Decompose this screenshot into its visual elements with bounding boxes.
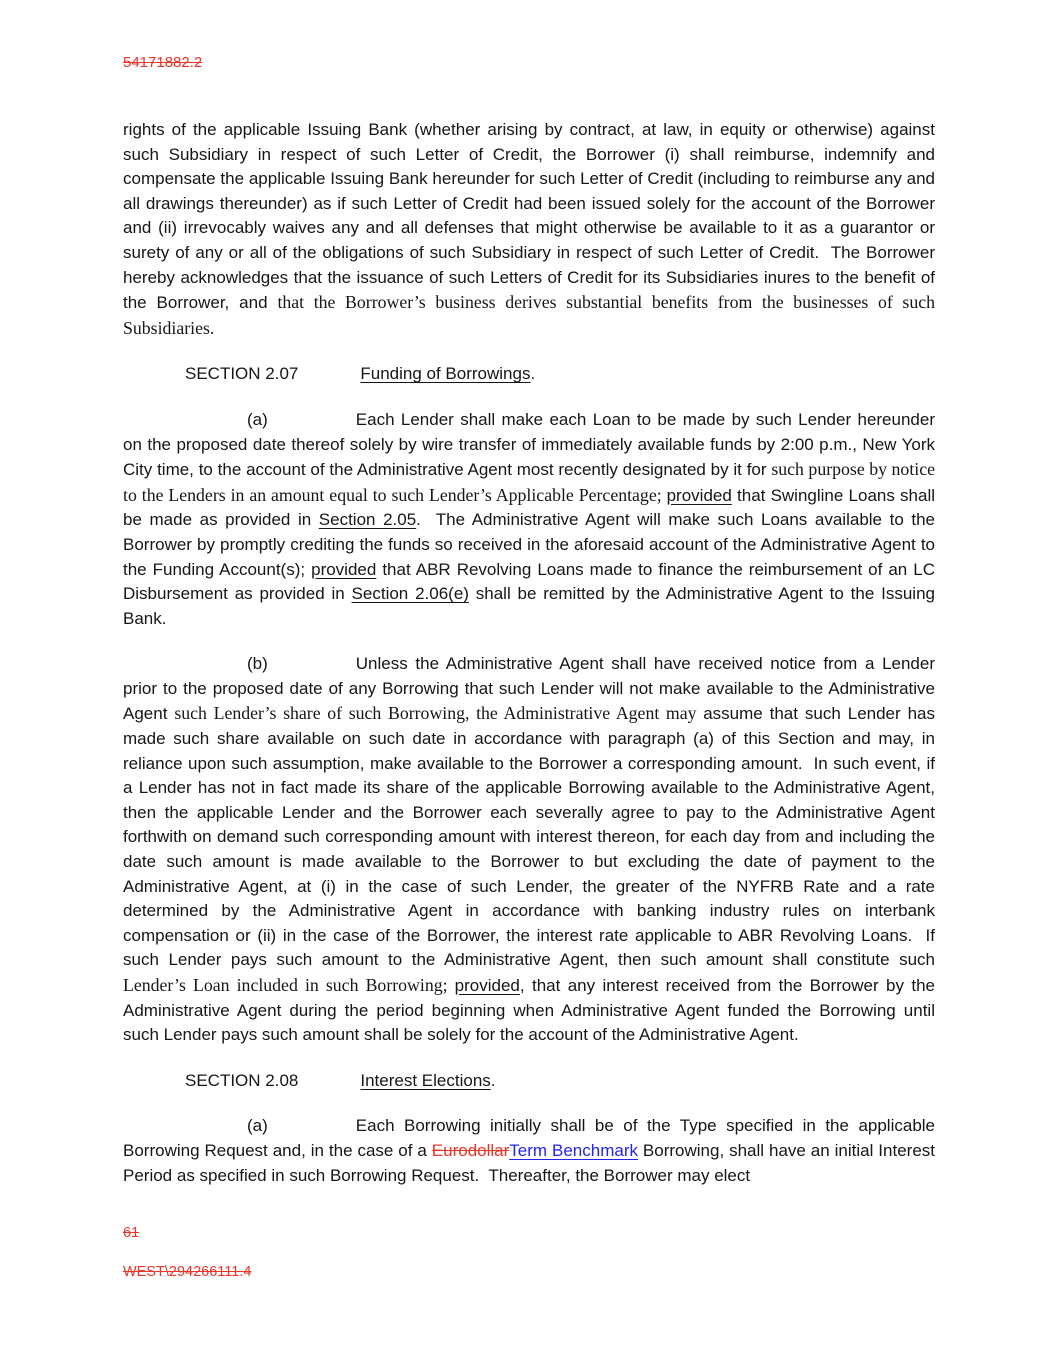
paragraph-2-07-b: (b) Unless the Administrative Agent shall have received notice from a Lender prior to the proposed date of any Borrowing that such Lender will not make available to the Administrative Agent such Lender’s share of such Borrowing, the Administrative Agent may assume that such Lender has made such share available on such date in accordance with paragraph (a) of this Section and may, in reliance upon such assumption, make available to the Borrower a corresponding amount. In such event, if a Lender has not in fact made its share of the applicable Borrowing available to the Administrative Agent, then the applicable Lender and the Borrower each severally agree to pay to the Administrative Agent forthwith on demand such corresponding amount with interest thereon, for each day from and including the date such amount is made available to the Borrower to but excluding the date of payment to the Administrative Agent, at (i) in the case of such Lender, the greater of the NYFRB Rate and a rate determined by the Administrative Agent in accordance with banking industry rules on interbank compensation or (ii) in the case of the Borrower, the interest rate applicable to ABR Revolving Loans. If such Lender pays such amount to the Administrative Agent, then such amount shall constitute such Lender’s Loan included in such Borrowing; provided, that any interest received from the Borrower by the Administrative Agent during the period beginning when Administrative Agent funded the Borrowing until such Lender pays such amount shall be solely for the account of the Administrative Agent. xyxy=(123,654,936,1045)
paragraph-2-08-a: (a) Each Borrowing initially shall be of the Type specified in the applicable Borrowing Request and, in the case of a EurodollarTerm Benchmark Borrowing, shall have an initial Interest Period as specified in such Borrowing Request. Thereafter, the Borrower may elect xyxy=(123,1116,935,1185)
footer-doc-ref: WEST\294266111.4 xyxy=(123,1264,252,1280)
document-body xyxy=(123,118,935,1209)
page-number: 61 xyxy=(123,1225,140,1241)
doc-number: 54171882.2 xyxy=(123,54,203,71)
paragraph-2-07-a: (a) Each Lender shall make each Loan to be made by such Lender hereunder on the proposed date thereof solely by wire transfer of immediately available funds by 2:00 p.m., New York City time, to the account of the Administrative Agent most recently designated by it for such purpose by notice to the Lenders in an amount equal to such Lender’s Applicable Percentage; provided that Swingline Loans shall be made as provided in Section 2.05. The Administrative Agent will make such Loans available to the Borrower by promptly crediting the funds so received in the aforesaid account of the Administrative Agent to the Funding Account(s); provided that ABR Revolving Loans made to finance the reimbursement of an LC Disbursement as provided in Section 2.06(e) shall be remitted by the Administrative Agent to the Issuing Bank. xyxy=(123,409,936,628)
section-2-08-heading: SECTION 2.08 Interest Elections. xyxy=(185,1070,496,1090)
section-2-07-heading: SECTION 2.07 Funding of Borrowings. xyxy=(185,364,536,384)
paragraph-letter-of-credit-continuation: rights of the applicable Issuing Bank (whether arising by contract, at law, in equity or otherwise) against such Subsidiary in respect of such Letter of Credit, the Borrower (i) shall reimburse, indemnify and compensate the applicable Issuing Bank hereunder for such Letter of Credit (including to reimburse any and all drawings thereunder) as if such Letter of Credit had been issued solely for the account of the Borrower and (ii) irrevocably waives any and all defenses that might otherwise be available to it as a guarantor or surety of any or all of the obligations of such Subsidiary in respect of such Letter of Credit. The Borrower hereby acknowledges that the issuance of such Letters of Credit for its Subsidiaries inures to the benefit of the Borrower, and that the Borrower’s business derives substantial benefits from the businesses of such Subsidiaries. xyxy=(123,120,935,338)
